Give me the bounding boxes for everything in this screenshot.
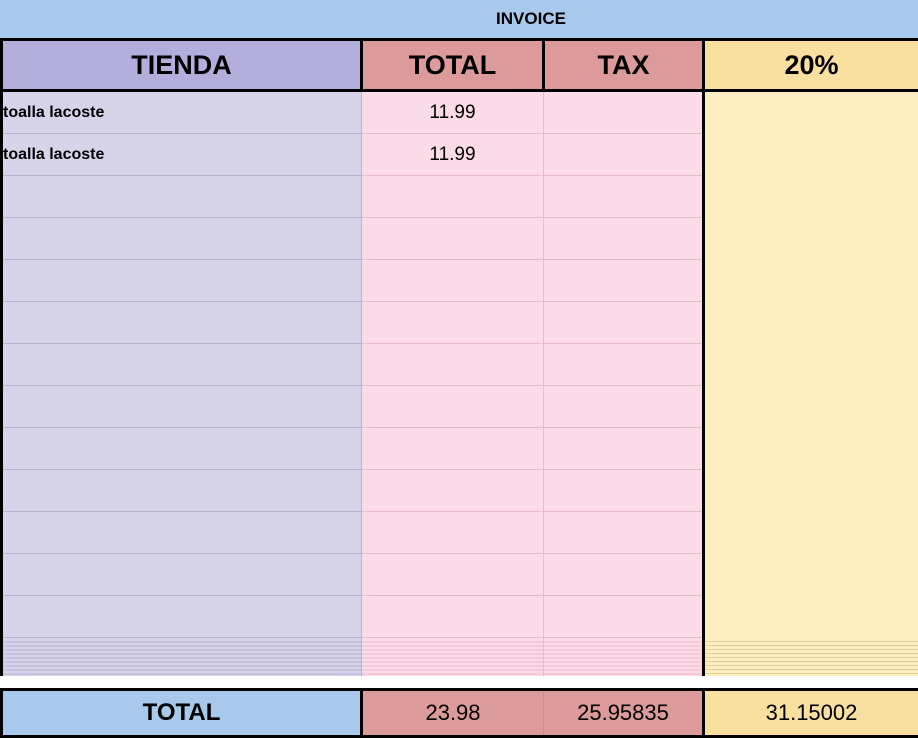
cell-item[interactable] bbox=[2, 344, 362, 386]
collapsed-band-total[interactable] bbox=[362, 638, 544, 677]
cell-total[interactable] bbox=[362, 344, 544, 386]
totals-percent-value[interactable]: 31.15002 bbox=[704, 690, 918, 737]
table-row[interactable] bbox=[2, 91, 918, 134]
cell-tax[interactable] bbox=[544, 428, 704, 470]
row-spacer-cell bbox=[362, 676, 544, 690]
title-bar-left-spacer bbox=[0, 0, 361, 38]
cell-total[interactable] bbox=[362, 554, 544, 596]
cell-total[interactable] bbox=[362, 470, 544, 512]
cell-tax[interactable] bbox=[544, 91, 704, 134]
totals-tax-value[interactable]: 25.95835 bbox=[544, 690, 704, 737]
cell-percent[interactable] bbox=[704, 91, 918, 638]
cell-total[interactable] bbox=[362, 176, 544, 218]
title-bar bbox=[0, 0, 918, 38]
totals-total-value[interactable]: 23.98 bbox=[362, 690, 544, 737]
cell-total[interactable]: 11.99 bbox=[362, 91, 544, 134]
cell-total[interactable] bbox=[362, 386, 544, 428]
cell-total[interactable] bbox=[362, 218, 544, 260]
collapsed-rows-band[interactable] bbox=[2, 638, 918, 677]
column-header-total[interactable]: TOTAL bbox=[362, 40, 544, 91]
cell-total[interactable] bbox=[362, 302, 544, 344]
collapsed-band-percent[interactable] bbox=[704, 638, 918, 677]
cell-item[interactable] bbox=[2, 260, 362, 302]
cell-tax[interactable] bbox=[544, 470, 704, 512]
cell-tax[interactable] bbox=[544, 512, 704, 554]
title-bar-right-spacer bbox=[701, 0, 918, 38]
cell-tax[interactable] bbox=[544, 344, 704, 386]
row-spacer-cell bbox=[544, 676, 704, 690]
header-row bbox=[2, 40, 918, 91]
column-header-tax[interactable]: TAX bbox=[544, 40, 704, 91]
cell-tax[interactable] bbox=[544, 302, 704, 344]
cell-item[interactable] bbox=[2, 554, 362, 596]
cell-item[interactable] bbox=[2, 386, 362, 428]
column-header-percent[interactable]: 20% bbox=[704, 40, 918, 91]
row-spacer-cell bbox=[2, 676, 362, 690]
invoice-table bbox=[0, 38, 918, 738]
table-body bbox=[2, 91, 918, 690]
totals-label[interactable]: TOTAL bbox=[2, 690, 362, 737]
table-header bbox=[2, 40, 918, 91]
cell-total[interactable] bbox=[362, 428, 544, 470]
cell-item[interactable] bbox=[2, 596, 362, 638]
totals-row[interactable] bbox=[2, 690, 918, 737]
cell-tax[interactable] bbox=[544, 218, 704, 260]
cell-item[interactable]: toalla lacoste bbox=[2, 91, 362, 134]
cell-tax[interactable] bbox=[544, 386, 704, 428]
collapsed-band-tax[interactable] bbox=[544, 638, 704, 677]
cell-item[interactable] bbox=[2, 218, 362, 260]
cell-total[interactable]: 11.99 bbox=[362, 134, 544, 176]
table-footer bbox=[2, 690, 918, 737]
row-spacer bbox=[2, 676, 918, 690]
cell-total[interactable] bbox=[362, 260, 544, 302]
row-spacer-cell bbox=[704, 676, 918, 690]
cell-item[interactable] bbox=[2, 512, 362, 554]
cell-tax[interactable] bbox=[544, 134, 704, 176]
cell-total[interactable] bbox=[362, 596, 544, 638]
document-title: INVOICE bbox=[361, 0, 701, 38]
cell-item[interactable] bbox=[2, 428, 362, 470]
cell-tax[interactable] bbox=[544, 260, 704, 302]
collapsed-band-item[interactable] bbox=[2, 638, 362, 677]
cell-item[interactable] bbox=[2, 302, 362, 344]
cell-item[interactable] bbox=[2, 176, 362, 218]
column-header-tienda[interactable]: TIENDA bbox=[2, 40, 362, 91]
cell-item[interactable] bbox=[2, 470, 362, 512]
cell-tax[interactable] bbox=[544, 554, 704, 596]
cell-item[interactable]: toalla lacoste bbox=[2, 134, 362, 176]
cell-tax[interactable] bbox=[544, 176, 704, 218]
cell-tax[interactable] bbox=[544, 596, 704, 638]
cell-total[interactable] bbox=[362, 512, 544, 554]
